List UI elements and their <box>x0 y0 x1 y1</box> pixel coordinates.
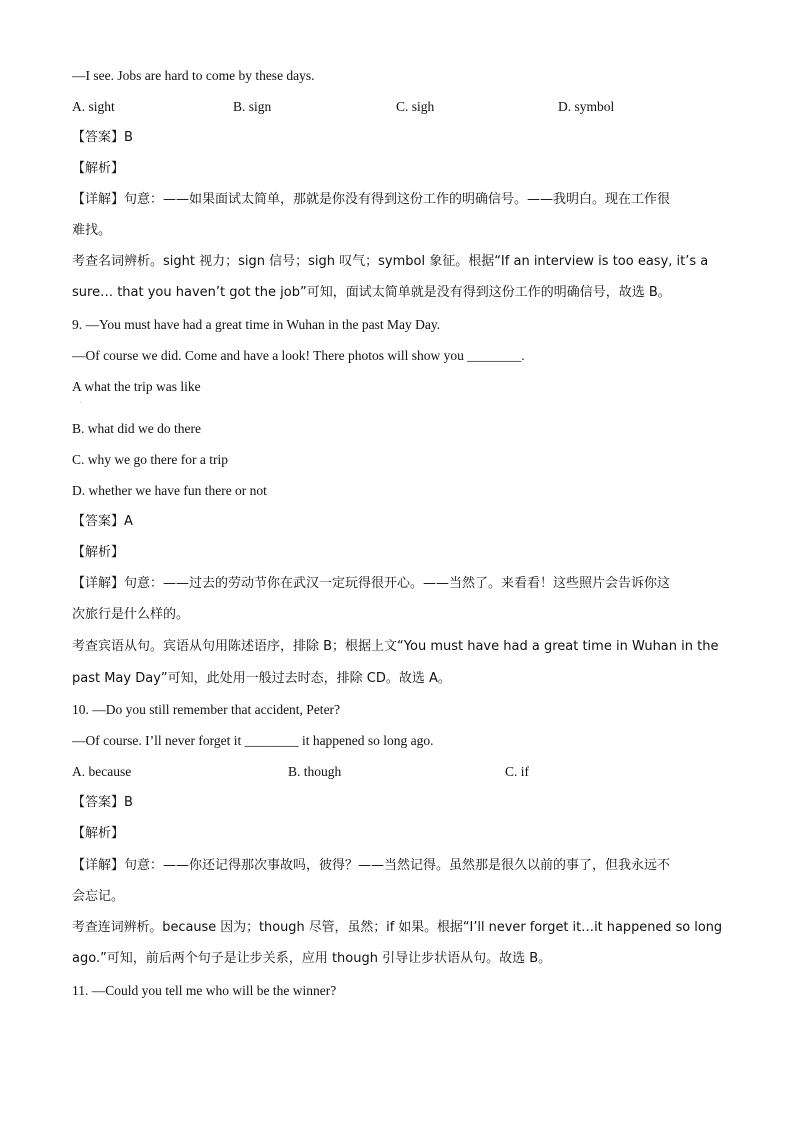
q8-detail-line: 难找。 <box>72 223 112 238</box>
q8-detail-line: 【详解】句意：——如果面试太简单，那就是你没有得到这份工作的明确信号。——我明白。现在工作很 <box>72 192 671 207</box>
dialogue-line: —I see. Jobs are hard to come by these days. <box>72 68 315 83</box>
q9-detail-line: 次旅行是什么样的。 <box>72 607 190 622</box>
q8-option-d: D. symbol <box>558 99 615 114</box>
q9-option-c: C. why we go there for a trip <box>72 452 228 467</box>
stray-dot: · <box>80 400 82 406</box>
q9-detail-line: past May Day”可知，此处用一般过去时态，排除 CD。故选 A。 <box>72 671 451 686</box>
q10-answer: 【答案】B <box>72 795 133 810</box>
q9-option-d: D. whether we have fun there or not <box>72 483 267 498</box>
q11-stem: 11. —Could you tell me who will be the winner? <box>72 983 337 998</box>
q9-stem: —Of course we did. Come and have a look! There photos will show you ________. <box>72 348 525 363</box>
q9-stem: 9. —You must have had a great time in Wuhan in the past May Day. <box>72 317 441 332</box>
q9-detail-line: 考查宾语从句。宾语从句用陈述语序，排除 B；根据上文“You must have had a great time in Wuhan in the <box>72 639 719 654</box>
q8-option-c: C. sigh <box>396 99 435 114</box>
q9-answer: 【答案】A <box>72 514 133 529</box>
q8-option-b: B. sign <box>233 99 272 114</box>
q10-option-c: C. if <box>505 764 530 779</box>
q10-option-b: B. though <box>288 764 342 779</box>
q10-detail-line: 会忘记。 <box>72 889 125 904</box>
q10-analysis-label: 【解析】 <box>72 826 125 841</box>
q9-analysis-label: 【解析】 <box>72 545 125 560</box>
q8-answer: 【答案】B <box>72 130 133 145</box>
q9-detail-line: 【详解】句意：——过去的劳动节你在武汉一定玩得很开心。——当然了。来看看！这些照片会告诉你这 <box>72 576 671 591</box>
q10-option-a: A. because <box>72 764 132 779</box>
q10-detail-line: 考查连词辨析。because 因为；though 尽管，虽然；if 如果。根据“I’ll never forget it…it happened so long <box>72 920 723 935</box>
q9-option-a: A what the trip was like <box>72 379 201 394</box>
q8-analysis-label: 【解析】 <box>72 161 125 176</box>
q8-option-a: A. sight <box>72 99 115 114</box>
q10-detail-line: 【详解】句意：——你还记得那次事故吗，彼得？——当然记得。虽然那是很久以前的事了，但我永远不 <box>72 858 671 873</box>
q10-detail-line: ago.”可知，前后两个句子是让步关系，应用 though 引导让步状语从句。故选 B。 <box>72 951 552 966</box>
q8-detail-line: 考查名词辨析。sight 视力；sign 信号；sigh 叹气；symbol 象征。根据“If an interview is too easy, it’s a <box>72 254 709 269</box>
q9-option-b: B. what did we do there <box>72 421 201 436</box>
q10-stem: 10. —Do you still remember that accident, Peter? <box>72 702 341 717</box>
q8-detail-line: sure… that you haven’t got the job”可知，面试太简单就是没有得到这份工作的明确信号，故选 B。 <box>72 285 671 300</box>
q10-stem: —Of course. I’ll never forget it ________ it happened so long ago. <box>72 733 434 748</box>
